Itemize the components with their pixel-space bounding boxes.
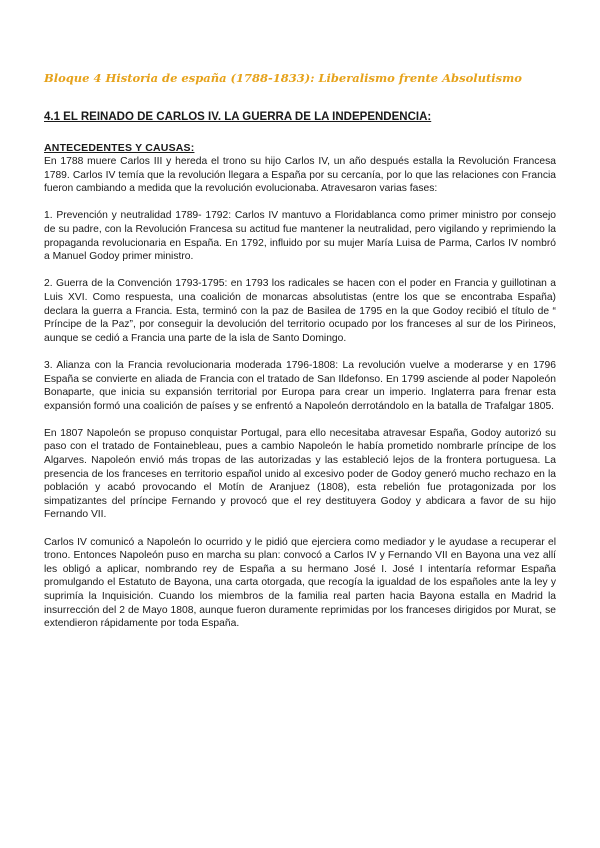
paragraph: 3. Alianza con la Francia revolucionaria moderada 1796-1808: La revolución vuelve a moderarse y en 1796 España se convierte en aliada de Francia con el tratado de San Ildefonso. En 1799 asciende al poder Napoleón Bonaparte, que inicia su expansión territorial por Europa para crear un imperio. Inglaterra para frenar esta expansión formó una coalición de países y se enfrentó a Napoleón derrotándolo en la batalla de Trafalgar 1805. xyxy=(44,359,556,412)
paragraph: En 1807 Napoleón se propuso conquistar Portugal, para ello necesitaba atravesar España, Godoy autorizó su paso con el tratado de Fontainebleau, pues a cambio Napoleón le había prometido nombrarle príncipe de los Algarves. Napoleón envió más tropas de las autorizadas y las estableció lejos de la frontera portuguesa. La presencia de los franceses en territorio español unido al excesivo poder de Godoy generó mucho rechazo en la población y acabó provocando el Motín de Aranjuez (1808), esta rebelión fue protagonizada por los simpatizantes del príncipe Fernando y provocó que el rey destituyera Godoy y abdicara a favor de su hijo Fernando VII. xyxy=(44,427,556,521)
paragraph: Carlos IV comunicó a Napoleón lo ocurrido y le pidió que ejerciera como mediador y le ayudase a recuperar el trono. Entonces Napoleón puso en marcha su plan: convocó a Carlos IV y Fernando VII en Bayona una vez allí les obligó a aplicar, nombrando rey de España a su hermano José I. José I intentaría reformar España promulgando el Estatuto de Bayona, una carta otorgada, que recogía la igualdad de los españoles ante la ley y suprimía la Inquisición. Cuando los miembros de la familia real parten hacia Bayona estalla en Madrid la insurrección del 2 de Mayo 1808, aunque fueron duramente reprimidas por los franceses dirigidos por Murat, se extendieron rápidamente por toda España. xyxy=(44,536,556,630)
paragraph: En 1788 muere Carlos III y hereda el trono su hijo Carlos IV, un año después estalla la Revolución Francesa 1789. Carlos IV temía que la revolución llegara a España por su cercanía, por lo que las relaciones con Francia fueron cambiando a medida que la revolución evolucionaba. Atravesaron varias fases: xyxy=(44,156,556,195)
document-body xyxy=(44,155,556,644)
document-title: Bloque 4 Historia de españa (1788-1833): Liberalismo frente Absolutismo xyxy=(44,71,522,85)
section-heading: 4.1 EL REINADO DE CARLOS IV. LA GUERRA DE LA INDEPENDENCIA: xyxy=(44,111,432,123)
paragraph: 2. Guerra de la Convención 1793-1795: en 1793 los radicales se hacen con el poder en Francia y guillotinan a Luis XVI. Como respuesta, una coalición de monarcas absolutistas (entre los que se encontraba España) declara la guerra a Francia. Esta, terminó con la paz de Basilea de 1795 en la que Godoy recibió el título de “ Príncipe de la Paz”, por conseguir la devolución del territorio ocupado por los franceses al sur de los Pirineos, aunque se cedió a Francia una parte de la isla de Santo Domingo. xyxy=(44,278,556,344)
paragraph: 1. Prevención y neutralidad 1789- 1792: Carlos IV mantuvo a Floridablanca como primer ministro por consejo de su padre, con la Revolución Francesa su actitud fue mantener la neutralidad, pero vigilando y reprimiendo la propaganda revolucionaria en España. En 1792, influido por su mujer María Luisa de Parma, Carlos IV nombró a Manuel Godoy primer ministro. xyxy=(44,210,556,263)
subheading: ANTECEDENTES Y CAUSAS: xyxy=(44,142,195,154)
